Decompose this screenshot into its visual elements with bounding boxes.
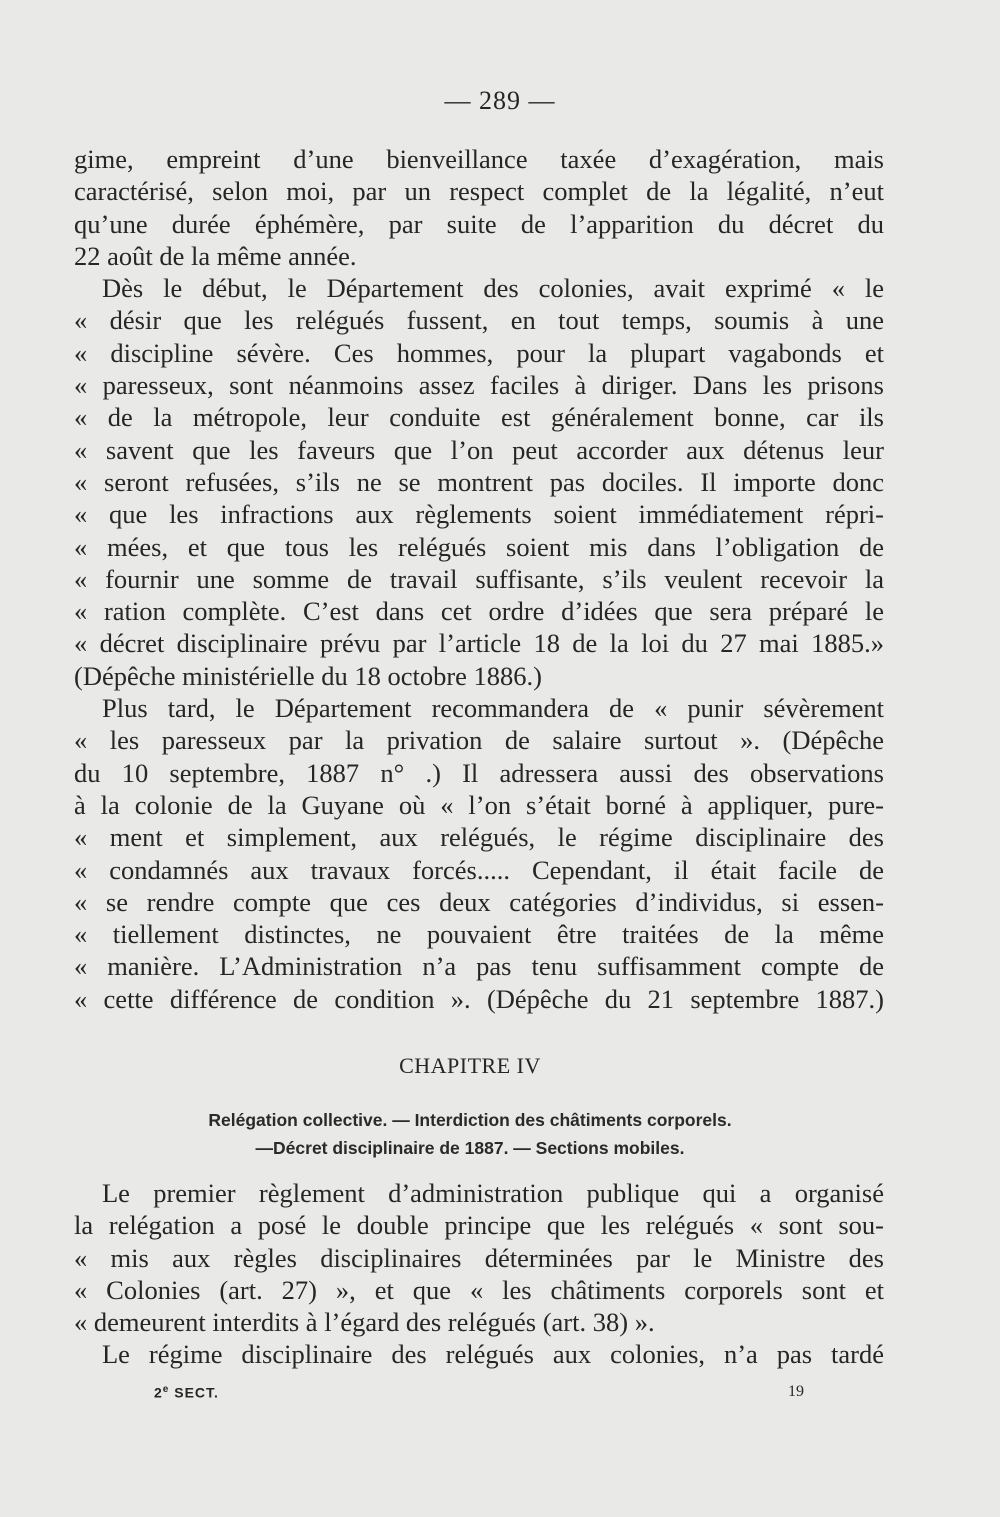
printer-signature	[154, 1384, 219, 1401]
text-line: « mis aux règles disciplinaires déterminées par le Ministre des	[74, 1242, 884, 1273]
text-line: « que les infractions aux règlements soient immédiatement répri-	[74, 499, 884, 530]
text-line: « savent que les faveurs que l’on peut accorder aux détenus leur	[74, 434, 884, 465]
text-line: Le premier règlement d’administration publique qui a organisé	[102, 1178, 884, 1208]
body-text-block	[74, 143, 884, 1015]
page-number: — 289 —	[444, 86, 556, 115]
text-line: « tiellement distinctes, ne pouvaient être traitées de la même	[74, 919, 884, 950]
text-line: « ment et simplement, aux relégués, le régime disciplinaire des	[74, 822, 884, 853]
text-line: « condamnés aux travaux forcés..... Cependant, il était facile de	[74, 854, 884, 885]
signature-superscript: e	[162, 1384, 170, 1395]
text-line: « les paresseux par la privation de salaire surtout ». (Dépêche	[74, 725, 884, 756]
text-line: « cette différence de condition ». (Dépêche du 21 septembre 1887.)	[74, 983, 884, 1014]
chapter-subtitle	[0, 1106, 940, 1162]
chapter-subtitle-line: —Décret disciplinaire de 1887. — Sections mobiles.	[255, 1138, 685, 1158]
text-line: la relégation a posé le double principe que les relégués « sont sou-	[74, 1210, 884, 1241]
text-line: « mées, et que tous les relégués soient mis dans l’obligation de	[74, 531, 884, 562]
text-line: « seront refusées, s’ils ne se montrent pas dociles. Il importe donc	[74, 466, 884, 497]
text-line: gime, empreint d’une bienveillance taxée d’exagération, mais	[74, 144, 884, 174]
text-line: « manière. L’Administration n’a pas tenu suffisamment compte de	[74, 951, 884, 982]
chapter-title: CHAPITRE IV	[399, 1053, 541, 1078]
text-line: « désir que les relégués fussent, en tout temps, soumis à une	[74, 305, 884, 336]
text-line: (Dépêche ministérielle du 18 octobre 1886.)	[74, 660, 543, 691]
text-line: 22 août de la même année.	[74, 240, 357, 271]
text-line: « Colonies (art. 27) », et que « les châtiments corporels sont et	[74, 1274, 884, 1305]
text-line: « se rendre compte que ces deux catégories d’individus, si essen-	[74, 886, 884, 917]
text-line: qu’une durée éphémère, par suite de l’apparition du décret du	[74, 208, 884, 239]
text-line: « de la métropole, leur conduite est généralement bonne, car ils	[74, 402, 884, 433]
text-line: caractérisé, selon moi, par un respect complet de la légalité, n’eut	[74, 176, 884, 207]
text-line: « discipline sévère. Ces hommes, pour la plupart vagabonds et	[74, 337, 884, 368]
text-line: « paresseux, sont néanmoins assez faciles à diriger. Dans les prisons	[74, 370, 884, 401]
chapter-subtitle-line: Relégation collective. — Interdiction des châtiments corporels.	[208, 1110, 732, 1130]
text-line: Plus tard, le Département recommandera de « punir sévèrement	[102, 693, 884, 724]
text-line: « fournir une somme de travail suffisante, s’ils veulent recevoir la	[74, 563, 884, 594]
signature-text: SECT.	[169, 1384, 219, 1401]
text-line: Dès le début, le Département des colonies, avait exprimé « le	[102, 273, 884, 304]
text-line: « ration complète. C’est dans cet ordre d’idées que sera préparé le	[74, 596, 884, 627]
text-line: « décret disciplinaire prévu par l’article 18 de la loi du 27 mai 1885.»	[74, 628, 884, 659]
text-line: Le régime disciplinaire des relégués aux colonies, n’a pas tardé	[102, 1339, 884, 1370]
text-line: du 10 septembre, 1887 n° .) Il adressera aussi des observations	[74, 757, 884, 788]
text-line: « demeurent interdits à l’égard des relégués (art. 38) ».	[74, 1307, 655, 1338]
signature-number: 2	[154, 1384, 163, 1401]
leaf-number: 19	[788, 1383, 804, 1400]
body-text-block	[74, 1177, 884, 1371]
text-line: à la colonie de la Guyane où « l’on s’était borné à appliquer, pure-	[74, 789, 884, 820]
